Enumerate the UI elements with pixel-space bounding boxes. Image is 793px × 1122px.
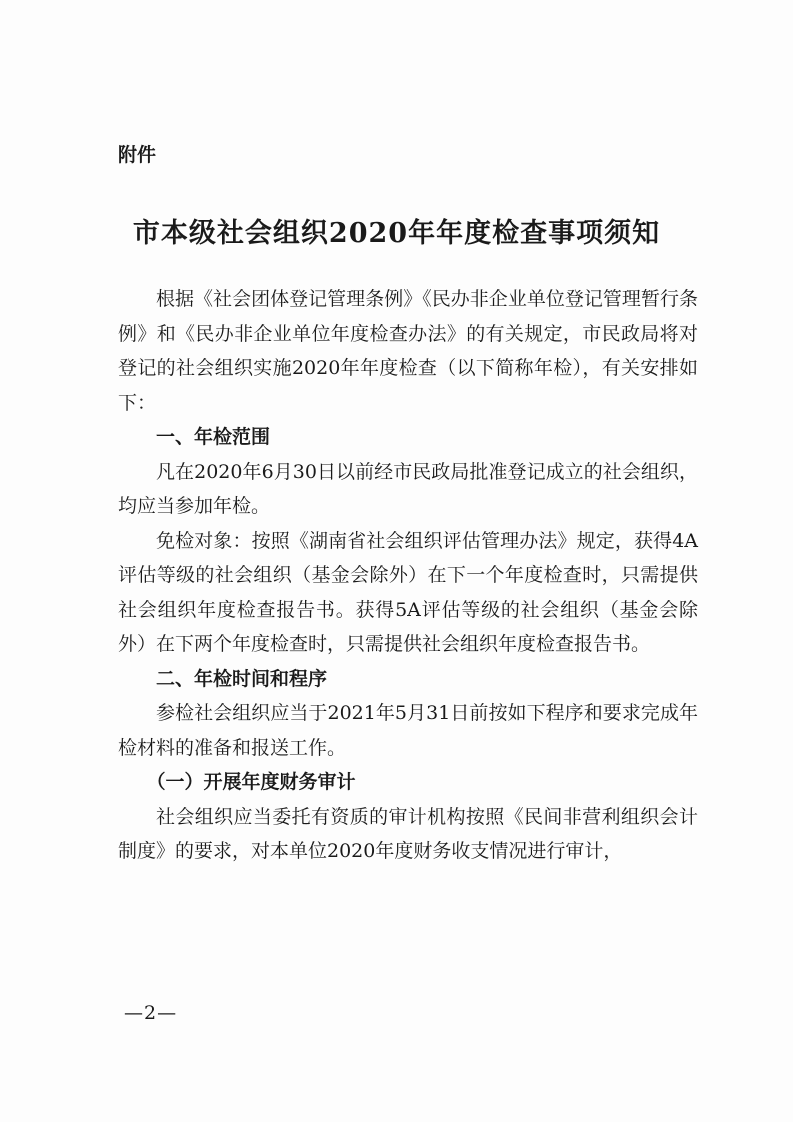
section-heading-scope: 一、年检范围 [156,426,271,448]
subsection-heading-audit: （一）开展年度财务审计 [146,771,356,793]
section-heading-time-procedure: 二、年检时间和程序 [156,667,328,690]
document-title: 市本级社会组织2020年年度检查事项须知 [132,218,661,249]
audit-paragraph: 社会组织应当委托有资质的审计机构按照《民间非营利组织会计制度》的要求，对本单位2020年度财务收支情况进行审计， [118,805,698,862]
exemption-paragraph: 免检对象：按照《湖南省社会组织评估管理办法》规定，获得4A评估等级的社会组织（基金会除外）在下一个年度检查时，只需提供社会组织年度检查报告书。获得5A评估等级的社会组织（基金会除外）在下两个年度检查时，只需提供社会组织年度检查报告书。 [118,529,698,655]
scope-paragraph: 凡在2020年6月30日以前经市民政局批准登记成立的社会组织，均应当参加年检。 [118,460,698,517]
deadline-paragraph: 参检社会组织应当于2021年5月31日前按如下程序和要求完成年检材料的准备和报送工作。 [118,702,698,759]
page-number: —2— [124,1002,178,1024]
document-body [118,282,698,869]
intro-paragraph: 根据《社会团体登记管理条例》《民办非企业单位登记管理暂行条例》和《民办非企业单位年度检查办法》的有关规定，市民政局将对登记的社会组织实施2020年年度检查（以下简称年检），有关安排如下： [118,288,698,414]
attachment-label: 附件 [118,144,157,166]
